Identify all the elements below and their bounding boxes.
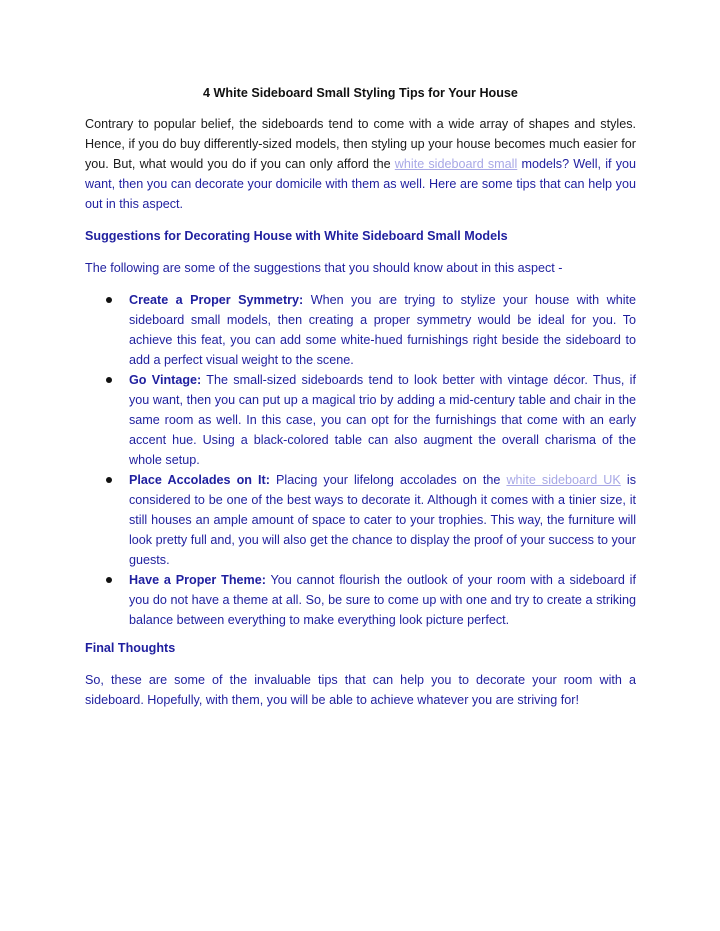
document-title: 4 White Sideboard Small Styling Tips for Your House [203,86,518,100]
list-item [85,370,636,470]
tip-heading: Create a Proper Symmetry: [129,293,304,307]
list-item [85,470,636,570]
white-sideboard-small-link[interactable]: white sideboard small [394,157,518,171]
bullet-icon [106,377,112,383]
tip-text: When you are trying to stylize your house with white sideboard small models, then creating a proper symmetry would be ideal for you. To achieve this feat, you can add some white-hued furnishings right beside the sideboard to add a perfect visual weight to the scene. [129,293,637,367]
tip-heading: Have a Proper Theme: [129,573,266,587]
tip-text-after: is considered to be one of the best ways to decorate it. Although it comes with a tinier size, it still houses an ample amount of space to cater to your trophies. This way, the furniture will look pretty full and, you will also get the chance to display the proof of your success to your guests. [129,473,636,567]
tips-list [85,290,636,630]
bullet-icon [106,577,112,583]
tip-text-before: Placing your lifelong accolades on the [276,473,501,487]
white-sideboard-uk-link[interactable]: white sideboard UK [506,473,621,487]
tip-heading: Go Vintage: [129,373,202,387]
tip-text: You cannot flourish the outlook of your room with a sideboard if you do not have a theme at all. So, be sure to come up with one and try to create a striking balance between everything to make everything look picture perfect. [129,573,636,627]
section-intro: The following are some of the suggestions that you should know about in this aspect - [85,261,563,275]
intro-text-part2: models? Well, if you want, then you can decorate your domicile with them as well. Here are some tips that can help you out in this aspect. [85,157,637,211]
intro-text-part1: Contrary to popular belief, the sideboards tend to come with a wide array of shapes and styles. Hence, if you do buy differently-sized models, then styling up your house becomes much easier for you. But, what would you do if you can only afford the [85,117,636,171]
document-content [85,84,636,710]
bullet-icon [106,297,112,303]
final-heading: Final Thoughts [85,641,176,655]
tip-heading: Place Accolades on It: [129,473,270,487]
list-item [85,290,636,370]
final-paragraph: So, these are some of the invaluable tips that can help you to decorate your room with a sideboard. Hopefully, with them, you will be able to achieve whatever you are striving for! [85,673,636,707]
tip-text: The small-sized sideboards tend to look better with vintage décor. Thus, if you want, then you can put up a magical trio by adding a mid-century table and chair in the same room as well. In this case, you can opt for the furnishings that come with an early accent hue. Using a black-colored table can also augment the overall charisma of the whole setup. [129,373,636,467]
list-item [85,570,636,630]
intro-paragraph [85,114,636,214]
bullet-icon [106,477,112,483]
section-heading: Suggestions for Decorating House with White Sideboard Small Models [85,229,508,243]
